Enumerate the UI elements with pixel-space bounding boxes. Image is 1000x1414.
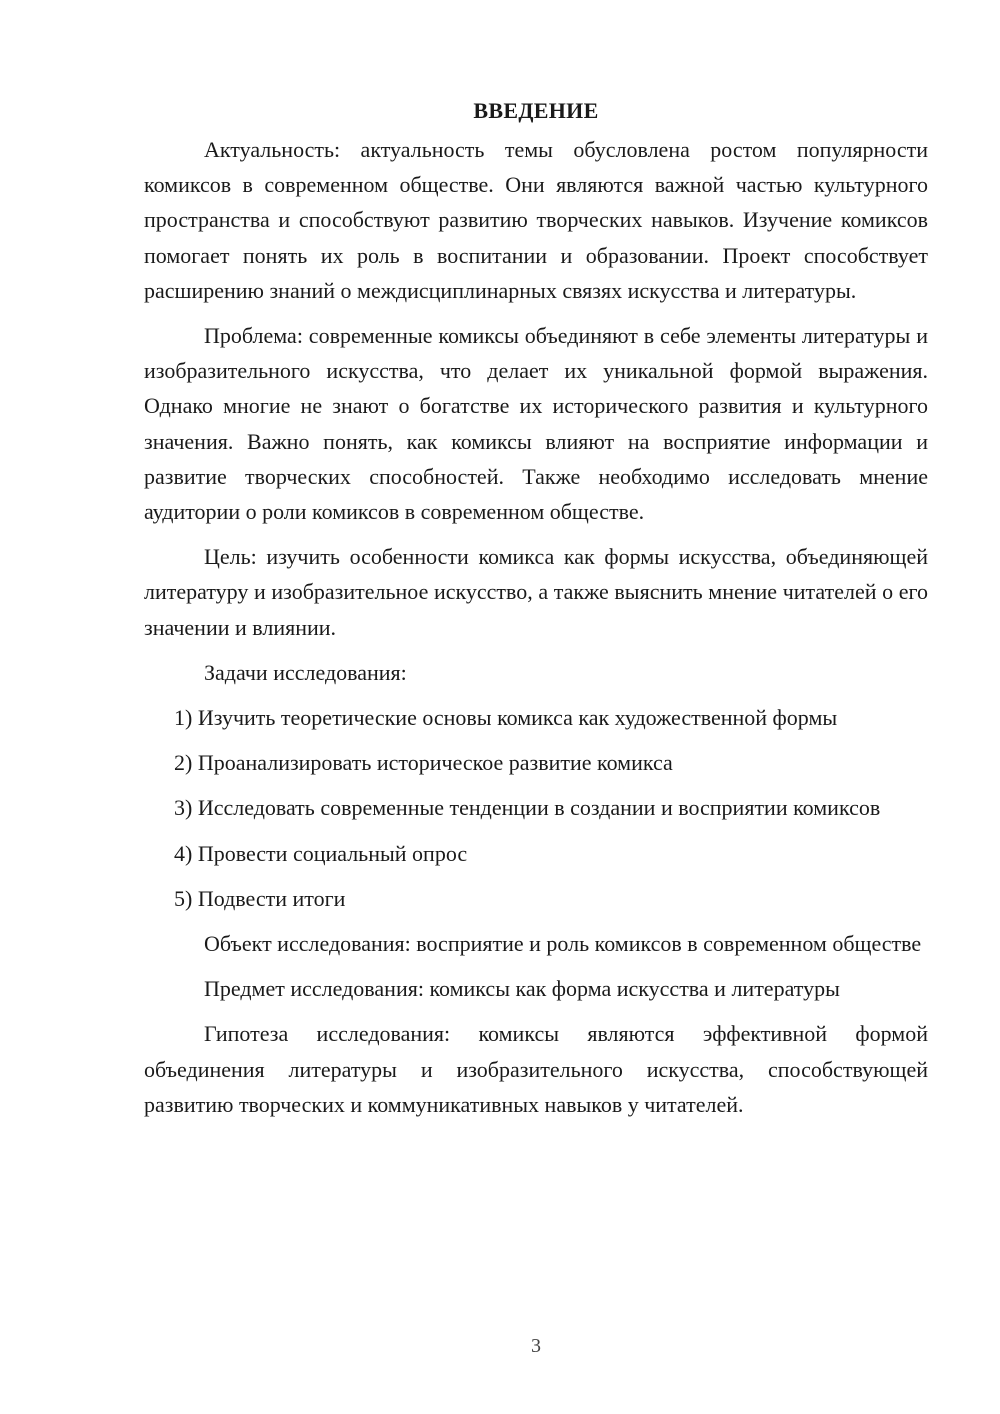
paragraph-hypothesis: Гипотеза исследования: комиксы являются эффективной формой объединения литературы и изобразительного искусства, способствующей развитию творческих и коммуникативных навыков у читателей. <box>144 1021 928 1117</box>
list-item: 1) Изучить теоретические основы комикса как художественной формы <box>174 705 838 731</box>
paragraph-relevance: Актуальность: актуальность темы обусловлена ростом популярности комиксов в современном обществе. Они являются важной частью культурного пространства и способствуют развитию творческих навыков. Изучение комиксов помогает понять их роль в воспитании и образовании. Проект способствует расширению знаний о междисциплинарных связях искусства и литературы. <box>144 137 928 303</box>
tasks-heading: Задачи исследования: <box>204 659 407 685</box>
list-item: 4) Провести социальный опрос <box>174 840 468 866</box>
document-page <box>144 95 928 1132</box>
paragraph-object: Объект исследования: восприятие и роль комиксов в современном обществе <box>204 931 922 957</box>
paragraph-goal: Цель: изучить особенности комикса как формы искусства, объединяющей литературу и изобразительное искусство, а также выяснить мнение читателей о его значении и влиянии. <box>144 544 928 640</box>
list-item: 3) Исследовать современные тенденции в создании и восприятии комиксов <box>174 795 881 821</box>
list-item: 5) Подвести итоги <box>174 885 346 911</box>
paragraph-subject: Предмет исследования: комиксы как форма искусства и литературы <box>204 976 840 1002</box>
tasks-list <box>144 700 928 916</box>
list-item: 2) Проанализировать историческое развитие комикса <box>174 750 673 776</box>
page-number: 3 <box>531 1335 541 1357</box>
section-title: ВВЕДЕНИЕ <box>473 98 599 123</box>
paragraph-problem: Проблема: современные комиксы объединяют в себе элементы литературы и изобразительного искусства, что делает их уникальной формой выражения. Однако многие не знают о богатстве их исторического развития и культурного значения. Важно понять, как комиксы влияют на восприятие информации и развитие творческих способностей. Также необходимо исследовать мнение аудитории о роли комиксов в современном обществе. <box>144 323 928 525</box>
